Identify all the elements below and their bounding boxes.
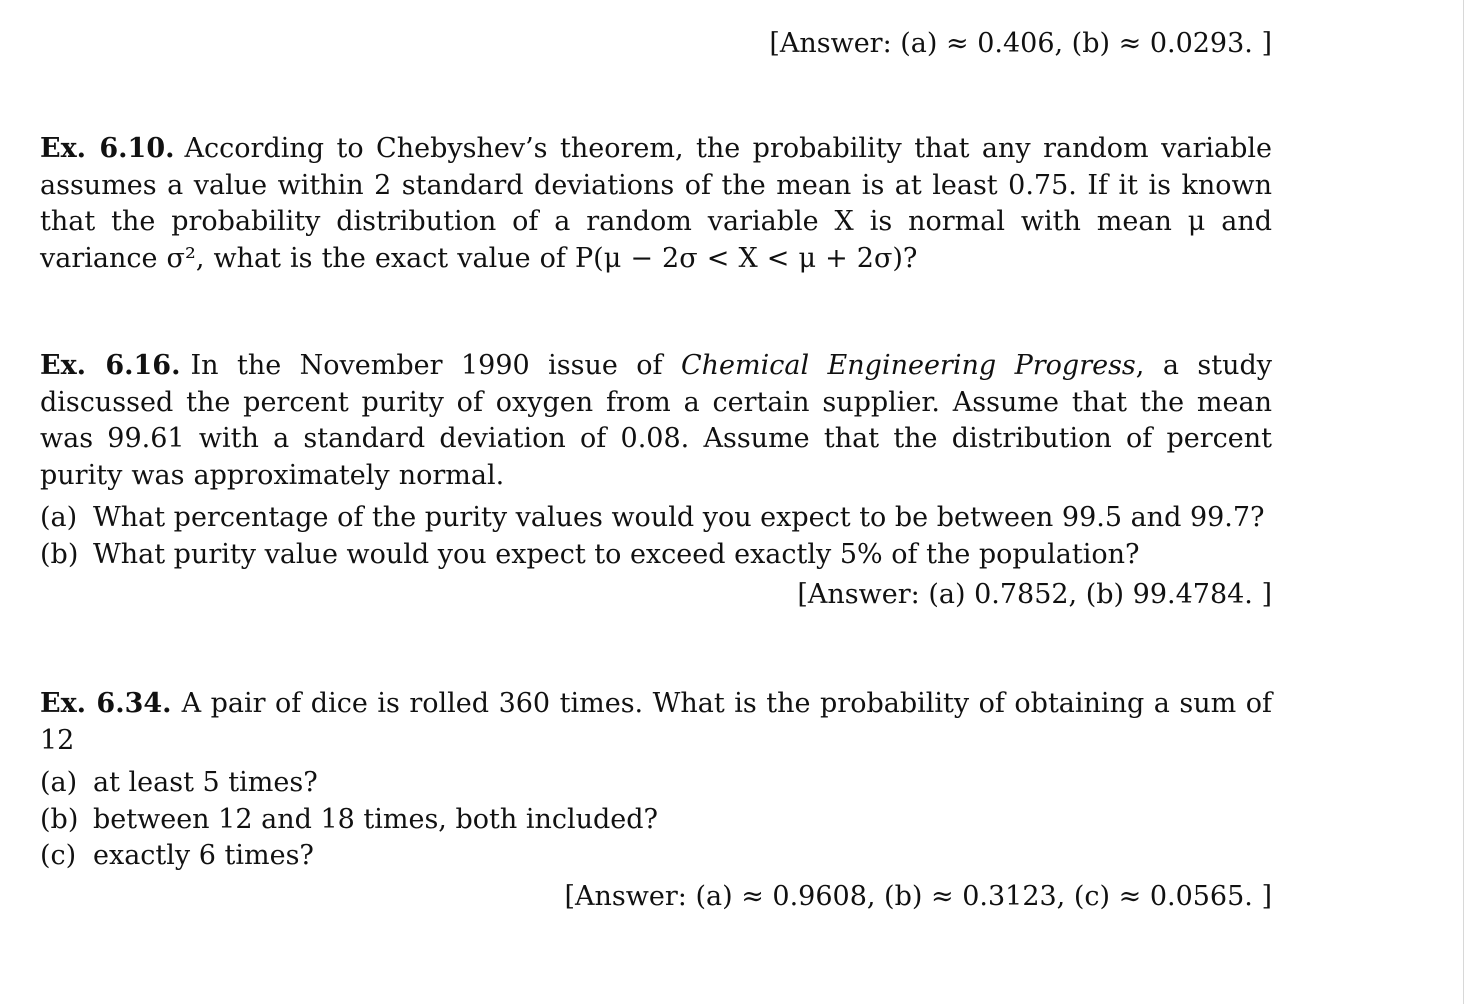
part-item bbox=[40, 765, 1272, 802]
exercise-6-34-text bbox=[40, 686, 1272, 759]
exercise-6-34-parts bbox=[40, 765, 1272, 875]
part-text: between 12 and 18 times, both included? bbox=[93, 803, 659, 835]
part-label: (c) bbox=[40, 840, 77, 871]
exercise-number: Ex. 6.34. bbox=[40, 688, 172, 719]
exercise-body-end: , a study discussed the percent purity of oxygen from a certain supplier. Assume that the mean was 99.61 with a standard deviation of 0.08. Assume that the distribution of percent purity was approximately normal. bbox=[40, 350, 1272, 491]
exercise-6-16-text bbox=[40, 348, 1272, 494]
part-item bbox=[40, 802, 1272, 839]
page-edge bbox=[1463, 0, 1464, 1004]
exercise-6-16 bbox=[40, 348, 1272, 614]
answer-prev bbox=[40, 22, 1272, 63]
part-text: What percentage of the purity values would you expect to be between 99.5 and 99.7? bbox=[93, 502, 1265, 533]
part-text: exactly 6 times? bbox=[93, 840, 314, 871]
exercise-number: Ex. 6.16. bbox=[40, 350, 181, 381]
part-label: (a) bbox=[40, 767, 78, 798]
part-label: (b) bbox=[40, 803, 79, 835]
part-item bbox=[40, 500, 1272, 537]
exercise-number: Ex. 6.10. bbox=[40, 133, 175, 164]
part-item bbox=[40, 537, 1272, 574]
exercise-body: A pair of dice is rolled 360 times. What is the probability of obtaining a sum of 12 bbox=[40, 688, 1272, 756]
exercise-body: According to Chebyshev’s theorem, the probability that any random variable assumes a value within 2 standard deviations of the mean is at least 0.75. If it is known that the probability distribution of a random variable X is normal with mean μ and variance σ², what is the exact value of P(μ − 2σ < X < μ + 2σ)? bbox=[40, 133, 1273, 274]
answer-text: [Answer: (a) ≈ 0.9608, (b) ≈ 0.3123, (c) ≈ 0.0565. ] bbox=[564, 880, 1272, 912]
exercise-6-10 bbox=[40, 131, 1272, 277]
part-text: at least 5 times? bbox=[93, 767, 318, 798]
exercise-6-34 bbox=[40, 686, 1272, 915]
part-item bbox=[40, 838, 1272, 875]
part-label: (b) bbox=[40, 538, 79, 570]
answer-text: [Answer: (a) 0.7852, (b) 99.4784. ] bbox=[797, 579, 1272, 610]
exercise-body-start: In the November 1990 issue of bbox=[190, 350, 681, 381]
part-text: What purity value would you expect to exceed exactly 5% of the population? bbox=[93, 538, 1140, 570]
part-label: (a) bbox=[40, 502, 78, 533]
exercise-6-10-text bbox=[40, 131, 1272, 277]
answer-text: [Answer: (a) ≈ 0.406, (b) ≈ 0.0293. ] bbox=[769, 28, 1272, 59]
journal-title: Chemical Engineering Progress bbox=[681, 350, 1136, 381]
exercise-6-16-parts bbox=[40, 500, 1272, 573]
